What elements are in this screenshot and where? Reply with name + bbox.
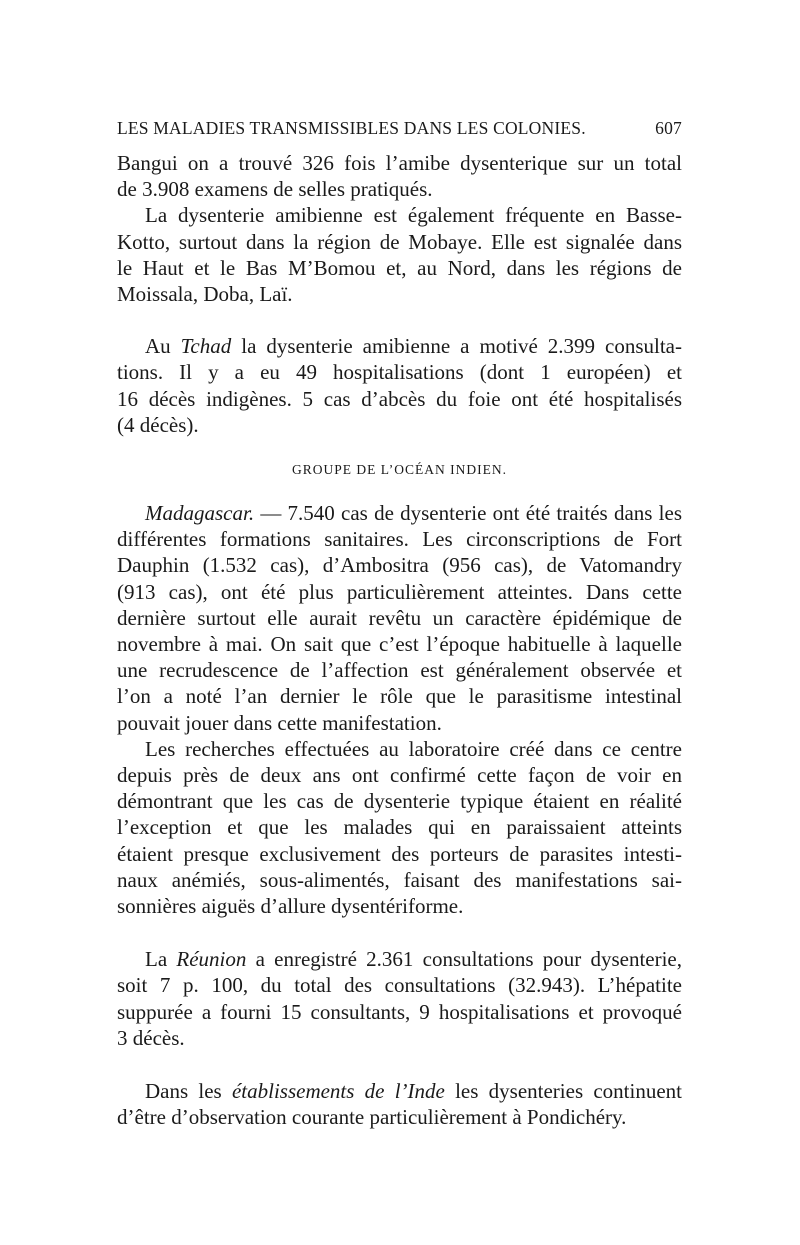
text-line: tions. Il y a eu 49 hospitalisations (dont 1 européen) et — [117, 360, 682, 385]
text-line — [117, 500, 682, 526]
text-line — [117, 333, 682, 359]
text-line: 16 décès indigènes. 5 cas d’abcès du foie ont été hospitalisés — [117, 386, 682, 411]
text-run: la dysenterie amibienne a motivé 2.399 consulta- — [231, 334, 682, 359]
text-run: Dans les — [145, 1079, 232, 1104]
running-header — [117, 118, 682, 139]
page-body — [117, 150, 682, 1131]
paragraph-reunion — [117, 946, 682, 1051]
text-line: novembre à mai. On sait que c’est l’époque habituelle à laquelle — [117, 632, 682, 657]
text-line: naux anémiés, sous-alimentés, faisant des manifestations sai- — [117, 867, 682, 892]
text-line: différentes formations sanitaires. Les circonscriptions de Fort — [117, 527, 682, 552]
text-line: soit 7 p. 100, du total des consultations (32.943). L’hépatite — [117, 973, 682, 998]
paragraph-tchad — [117, 333, 682, 438]
text-run: a enregistré 2.361 consultations pour dysenterie, — [246, 947, 682, 972]
section-heading: GROUPE DE L’OCÉAN INDIEN. — [292, 462, 507, 478]
text-line: d’être d’observation courante particulièrement à Pondichéry. — [117, 1105, 627, 1130]
text-line: Les recherches effectuées au laboratoire créé dans ce centre — [145, 736, 682, 761]
paragraph-madagascar — [117, 500, 682, 736]
text-line: (4 décès). — [117, 412, 199, 437]
text-line: Bangui on a trouvé 326 fois l’amibe dysenterique sur un total — [117, 151, 682, 175]
text-line: l’on a noté l’an dernier le rôle que le parasitisme intestinal — [117, 684, 682, 709]
paragraph-bangui — [117, 150, 682, 202]
text-line: La dysenterie amibienne est également fréquente en Basse- — [145, 203, 682, 228]
text-run: les dysenteries continuent — [444, 1079, 682, 1104]
text-line: le Haut et le Bas M’Bomou et, au Nord, dans les régions de — [117, 255, 682, 280]
text-run: — 7.540 cas de dysenterie ont été traités dans les — [254, 501, 682, 526]
paragraph-recherches — [117, 736, 682, 919]
text-run: Au — [145, 334, 181, 359]
place-name-italic: établissements de l’Inde — [231, 1079, 445, 1104]
text-line: sonnières aiguës d’allure dysentériforme. — [117, 894, 464, 919]
page-number: 607 — [655, 118, 682, 138]
paragraph-basse-kotto — [117, 202, 682, 307]
text-line: Kotto, surtout dans la région de Mobaye. Elle est signalée dans — [117, 229, 682, 254]
text-line: pouvait jouer dans cette manifestation. — [117, 710, 442, 735]
text-line: Dauphin (1.532 cas), d’Ambositra (956 cas), de Vatomandry — [117, 553, 682, 578]
running-title: LES MALADIES TRANSMISSIBLES DANS LES COLONIES. — [117, 118, 586, 138]
text-line: étaient presque exclusivement des porteurs de parasites intesti- — [117, 841, 682, 866]
text-run: La — [145, 947, 177, 972]
text-line: de 3.908 examens de selles pratiqués. — [117, 177, 433, 202]
paragraph-inde — [117, 1078, 682, 1130]
text-line — [117, 946, 682, 972]
text-line: démontrant que les cas de dysenterie typique étaient en réalité — [117, 789, 682, 814]
text-line: dernière surtout elle aurait revêtu un caractère épidémique de — [117, 605, 682, 630]
text-line: Moissala, Doba, Laï. — [117, 282, 293, 307]
text-line: l’exception et que les malades qui en paraissaient atteints — [117, 815, 682, 840]
text-line: suppurée a fourni 15 consultants, 9 hospitalisations et provoqué — [117, 999, 682, 1024]
text-line: une recrudescence de l’affection est généralement observée et — [117, 658, 682, 683]
place-name-italic: Réunion — [176, 947, 247, 972]
text-line — [117, 1078, 682, 1104]
text-line: 3 décès. — [117, 1025, 185, 1050]
text-line: depuis près de deux ans ont confirmé cette façon de voir en — [117, 763, 682, 788]
place-name-italic: Tchad — [180, 334, 232, 359]
place-name-italic: Madagascar. — [145, 501, 255, 526]
text-line: (913 cas), ont été plus particulièrement atteintes. Dans cette — [117, 579, 682, 604]
